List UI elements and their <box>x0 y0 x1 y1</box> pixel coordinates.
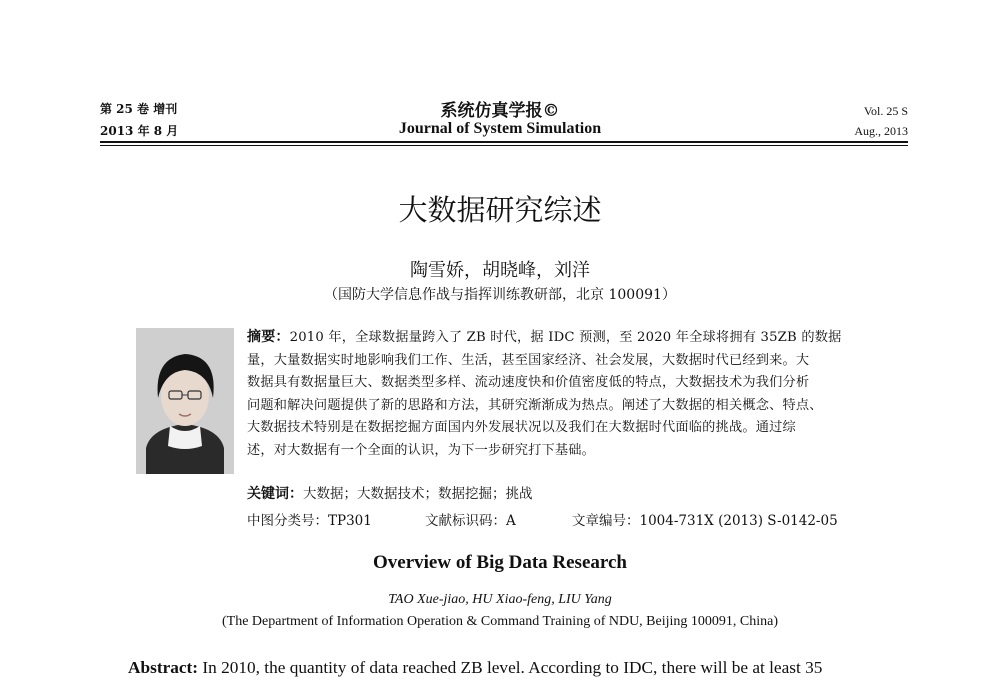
volume-cn: 第 25 卷 增刊 <box>100 102 178 116</box>
affiliation-cn: （国防大学信息作战与指挥训练教研部，北京 100091） <box>324 287 676 303</box>
volume-en: Vol. 25 S <box>863 104 908 118</box>
abstract-cn-line: 述，对大数据有一个全面的认识，为下一步研究打下基础。 <box>247 442 596 458</box>
abstract-cn-label: 摘要： <box>247 329 290 345</box>
paper-title-cn: 大数据研究综述 <box>398 193 602 227</box>
abstract-cn-line: 问题和解决问题提供了新的思路和方法，其研究渐渐成为热点。阐述了大数据的相关概念、特点、 <box>247 397 823 413</box>
abstract-en <box>128 656 884 680</box>
journal-title-en: Journal of System Simulation <box>398 120 602 137</box>
abstract-cn-line: 数据具有数据量巨大、数据类型多样、流动速度快和价值密度低的特点，大数据技术为我们分析 <box>247 375 810 390</box>
header-rule-thick <box>100 141 908 143</box>
keywords-cn <box>247 482 533 503</box>
keywords-label: 关键词： <box>247 486 303 502</box>
authors-cn: 陶雪娇，胡晓峰，刘洋 <box>410 260 590 281</box>
abstract-en-label: Abstract: <box>128 658 199 677</box>
author-photo <box>136 328 234 474</box>
abstract-cn-line: 量，大量数据实时地影响我们工作、生活，甚至国家经济、社会发展，大数据时代已经到来。大 <box>247 352 810 368</box>
article-number: 文章编号：1004-731X (2013) S-0142-05 <box>572 513 838 529</box>
date-en: Aug., 2013 <box>854 124 908 138</box>
date-cn: 2013 年 8 月 <box>100 124 179 138</box>
abstract-cn <box>247 326 887 462</box>
authors-en: TAO Xue-jiao, HU Xiao-feng, LIU Yang <box>388 592 612 607</box>
portrait-image <box>136 328 234 474</box>
abstract-cn-line: 大数据技术特别是在数据挖掘方面国内外发展状况以及我们在大数据时代面临的挑战。通过综 <box>247 420 796 435</box>
header-rule-thin <box>100 145 908 146</box>
clc-number: 中图分类号：TP301 <box>247 513 372 529</box>
affiliation-en: (The Department of Information Operation & Command Training of NDU, Beijing 100091, China) <box>221 614 779 629</box>
journal-title-cn: 系统仿真学报© <box>440 101 560 121</box>
abstract-cn-line: 2010 年，全球数据量跨入了 ZB 时代，据 IDC 预测，至 2020 年全球将拥有 35ZB 的数据 <box>289 330 842 345</box>
abstract-en-line: In 2010, the quantity of data reached ZB level. According to IDC, there will be at least 35 <box>202 658 823 677</box>
paper-title-en: Overview of Big Data Research <box>373 552 627 573</box>
keywords-value: 大数据；大数据技术；数据挖掘；挑战 <box>303 486 533 502</box>
document-code: 文献标识码：A <box>425 513 516 529</box>
